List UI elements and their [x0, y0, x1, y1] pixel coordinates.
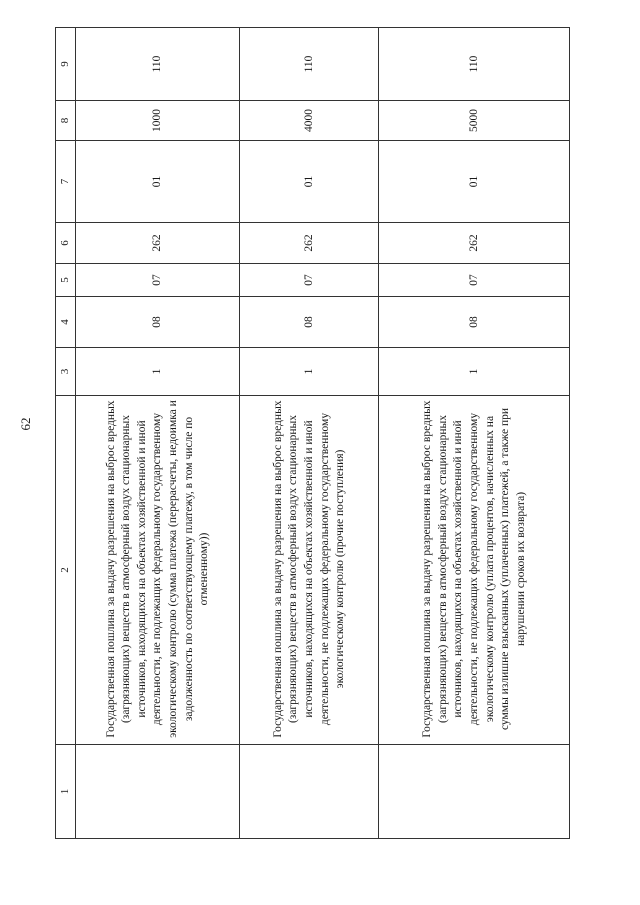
cell-col8: 5000 [378, 101, 569, 141]
cell-col8: 1000 [75, 101, 239, 141]
cell-col6: 262 [75, 223, 239, 264]
table-row [240, 28, 379, 839]
column-header: 2 [56, 396, 76, 745]
cell-col1 [75, 745, 239, 839]
table-header-row [56, 28, 76, 839]
column-header: 4 [56, 297, 76, 348]
cell-col1 [240, 745, 379, 839]
cell-col5: 07 [240, 264, 379, 297]
cell-col4: 08 [240, 297, 379, 348]
cell-col7: 01 [378, 141, 569, 223]
table-row [378, 28, 569, 839]
cell-col1 [378, 745, 569, 839]
cell-col7: 01 [75, 141, 239, 223]
page-number: 62 [18, 417, 33, 431]
cell-col4: 08 [75, 297, 239, 348]
column-header: 1 [56, 745, 76, 839]
cell-col7: 01 [240, 141, 379, 223]
cell-col6: 262 [240, 223, 379, 264]
cell-description: Государственная пошлина за выдачу разрешения на выброс вредных (загрязняющих) веществ в атмосферный воздух стационарных источников, находящихся на объектах хозяйственной и иной деятельности, не подлежащих федеральному государственному экологическому контролю (прочие поступления) [240, 396, 379, 745]
column-header: 3 [56, 348, 76, 396]
cell-col9: 110 [240, 28, 379, 101]
cell-col5: 07 [75, 264, 239, 297]
column-header: 7 [56, 141, 76, 223]
cell-col6: 262 [378, 223, 569, 264]
cell-col4: 08 [378, 297, 569, 348]
column-header: 8 [56, 101, 76, 141]
column-header: 9 [56, 28, 76, 101]
cell-col3: 1 [75, 348, 239, 396]
column-header: 6 [56, 223, 76, 264]
cell-col5: 07 [378, 264, 569, 297]
cell-description: Государственная пошлина за выдачу разрешения на выброс вредных (загрязняющих) веществ в атмосферный воздух стационарных источников, находящихся на объектах хозяйственной и иной деятельности, не подлежащих федеральному государственному экологическому контролю (сумма платежа (перерасчеты, недоимка и задолженность по соответствующему платежу, в том числе по отмененному)) [75, 396, 239, 745]
table-row [75, 28, 239, 839]
cell-col3: 1 [378, 348, 569, 396]
cell-col9: 110 [75, 28, 239, 101]
cell-col9: 110 [378, 28, 569, 101]
cell-description: Государственная пошлина за выдачу разрешения на выброс вредных (загрязняющих) веществ в атмосферный воздух стационарных источников, находящихся на объектах хозяйственной и иной деятельности, не подлежащих федеральному государственному экологическому контролю (уплата процентов, начисленных на суммы излишне взысканных (уплаченных) платежей, а также при нарушении сроков их возврата) [378, 396, 569, 745]
cell-col8: 4000 [240, 101, 379, 141]
budget-codes-table [55, 27, 570, 839]
cell-col3: 1 [240, 348, 379, 396]
column-header: 5 [56, 264, 76, 297]
